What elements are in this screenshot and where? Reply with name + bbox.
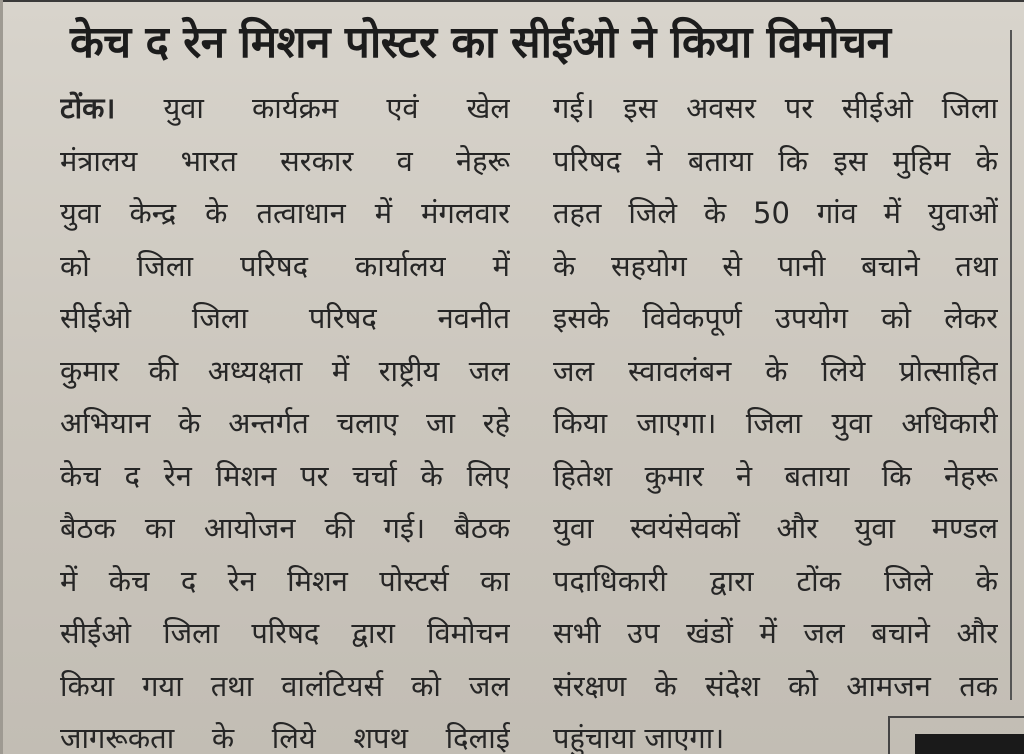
article-line: पदाधिकारी द्वारा टोंक जिले के [553, 563, 998, 598]
article-line [60, 82, 510, 135]
top-rule [0, 0, 1024, 2]
article-column-right [553, 82, 998, 754]
article-line: बैठक का आयोजन की गई। बैठक [60, 511, 510, 545]
article-line: अभियान के अन्तर्गत चलाए जा रहे [60, 406, 510, 440]
article-line: को जिला परिषद कार्यालय में [60, 248, 510, 283]
article-line: जागरूकता के लिये शपथ दिलाई [60, 721, 510, 754]
article-line: सभी उप खंडों में जल बचाने और [553, 616, 998, 650]
article-line: जल स्वावलंबन के लिये प्रोत्साहित [553, 353, 998, 388]
article-line: युवा केन्द्र के तत्वाधान में मंगलवार [60, 196, 510, 230]
article-line: में केच द रेन मिशन पोस्टर्स का [60, 563, 510, 598]
article-line: केच द रेन मिशन पर चर्चा के लिए [60, 458, 510, 493]
article-line: किया जाएगा। जिला युवा अधिकारी [553, 406, 998, 440]
dateline: टोंक। [60, 91, 116, 125]
article-line: सीईओ जिला परिषद नवनीत [60, 301, 510, 335]
article-line: युवा स्वयंसेवकों और युवा मण्डल [553, 511, 998, 545]
article-line: तहत जिले के 50 गांव में युवाओं [553, 196, 998, 230]
article-line: सीईओ जिला परिषद द्वारा विमोचन [60, 616, 510, 650]
adjacent-dark-block [915, 734, 1024, 754]
article-line: संरक्षण के संदेश को आमजन तक [553, 668, 998, 703]
article-column-left [60, 82, 510, 754]
article-line: कुमार की अध्यक्षता में राष्ट्रीय जल [60, 353, 510, 388]
article-line: इसके विवेकपूर्ण उपयोग को लेकर [553, 301, 998, 335]
article-line: हितेश कुमार ने बताया कि नेहरू [553, 458, 998, 493]
article-line: गई। इस अवसर पर सीईओ जिला [553, 91, 998, 125]
headline: केच द रेन मिशन पोस्टर का सीईओ ने किया विमोचन [70, 17, 891, 68]
article-line: किया गया तथा वालंटियर्स को जल [60, 668, 510, 703]
adjacent-article-border [1010, 30, 1012, 700]
article-line: मंत्रालय भारत सरकार व नेहरू [60, 143, 510, 178]
article-line-text: युवा कार्यक्रम एवं खेल [115, 91, 510, 125]
left-edge-shadow [0, 0, 3, 754]
article-line: परिषद ने बताया कि इस मुहिम के [553, 143, 998, 178]
article-line: के सहयोग से पानी बचाने तथा [553, 248, 998, 283]
article-line: पहुंचाया जाएगा। [553, 721, 725, 754]
